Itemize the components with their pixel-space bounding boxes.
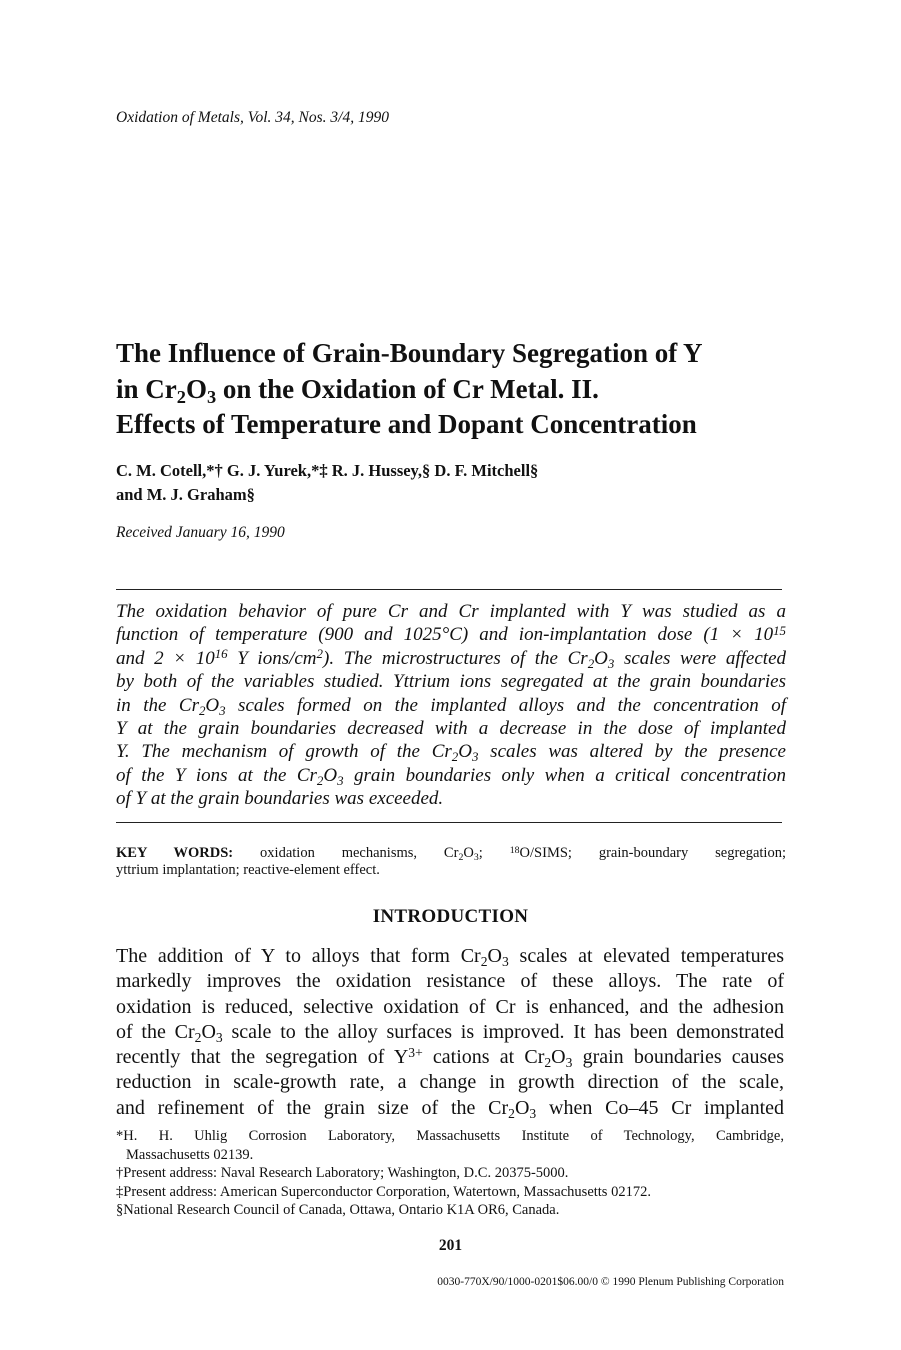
keywords-line-2: yttrium implantation; reactive-element effect.	[116, 862, 380, 878]
footnote-4: §National Research Council of Canada, Ottawa, Ontario K1A OR6, Canada.	[116, 1202, 560, 1219]
abstract-line	[116, 764, 786, 787]
authors-line-2: and M. J. Graham§	[116, 485, 255, 504]
abstract-text: O	[323, 764, 338, 786]
body-text: The addition of Y to alloys that form Cr	[116, 945, 481, 967]
article-title	[116, 336, 796, 443]
subscript: 2	[198, 702, 206, 718]
subscript: 3	[529, 1105, 537, 1121]
title-line-3: Effects of Temperature and Dopant Concentration	[116, 409, 697, 439]
superscript: 2	[316, 646, 323, 661]
received-date: Received January 16, 1990	[116, 524, 285, 541]
footnote-1-line-2: Massachusetts 02139.	[126, 1146, 254, 1163]
keywords	[116, 845, 786, 879]
abstract-top-rule	[116, 589, 782, 590]
abstract-line: Y at the grain boundaries decreased with a decrease in the dose of implanted	[116, 718, 786, 740]
subscript: 3	[565, 1055, 573, 1071]
subscript: 2	[458, 851, 464, 863]
abstract-text: Y. The mechanism of growth of the Cr	[116, 741, 452, 763]
abstract-text: O	[458, 741, 472, 763]
subscript: 2	[587, 655, 595, 671]
section-heading: INTRODUCTION	[372, 906, 529, 927]
keywords-text: O	[463, 845, 474, 861]
footnote-3: ‡Present address: American Superconductor Corporation, Watertown, Massachusetts 02172.	[116, 1183, 651, 1200]
body-line: oxidation is reduced, selective oxidation of Cr is enhanced, and the adhesion	[116, 995, 784, 1018]
journal-citation: Oxidation of Metals, Vol. 34, Nos. 3/4, 1990	[116, 109, 389, 126]
body-text: O	[487, 945, 502, 967]
abstract-line	[116, 623, 786, 646]
body-text: scales at elevated temperatures	[508, 945, 784, 967]
subscript: 2	[544, 1055, 552, 1071]
keywords-text: O/SIMS; grain-boundary segregation;	[519, 845, 786, 861]
authors-line-1: C. M. Cotell,*† G. J. Yurek,*‡ R. J. Hussey,§ D. F. Mitchell§	[116, 461, 539, 480]
abstract-text: grain boundaries only when a critical concentration	[343, 764, 786, 786]
subscript: 2	[451, 749, 459, 765]
abstract-text: function of temperature (900 and 1025°C) and ion-implantation dose (1 × 10	[116, 624, 774, 646]
subscript: 2	[316, 772, 324, 788]
abstract-line: The oxidation behavior of pure Cr and Cr implanted with Y was studied as a	[116, 601, 786, 622]
body-text: O	[551, 1046, 566, 1069]
abstract-text: scales was altered by the presence	[478, 741, 786, 763]
abstract-text: and 2 × 10	[116, 647, 215, 669]
abstract-text: scales formed on the implanted alloys and the concentration of	[225, 694, 786, 716]
title-text: in Cr	[116, 373, 177, 404]
subscript: 3	[215, 1029, 223, 1045]
abstract-bottom-rule	[116, 822, 782, 823]
subscript: 2	[176, 387, 186, 407]
abstract-text: ). The microstructures of the Cr	[323, 647, 588, 669]
abstract-text: in the Cr	[116, 694, 199, 716]
subscript: 2	[194, 1029, 202, 1045]
body-text: O	[201, 1020, 216, 1043]
subscript: 2	[480, 954, 488, 970]
superscript: 15	[773, 622, 786, 638]
footnotes	[116, 1127, 784, 1220]
title-text: on the Oxidation of Cr Metal. II.	[216, 373, 599, 404]
superscript: 16	[214, 646, 228, 661]
subscript: 3	[206, 387, 217, 407]
abstract-line	[116, 740, 786, 763]
introduction-paragraph	[116, 944, 784, 1121]
body-text: grain boundaries causes	[572, 1046, 784, 1069]
keywords-text: ;	[478, 845, 510, 861]
subscript: 3	[473, 851, 479, 863]
abstract-text: O	[205, 694, 220, 716]
body-line	[116, 1096, 784, 1121]
body-text: of the Cr	[116, 1020, 195, 1043]
body-text: recently that the segregation of Y	[116, 1046, 409, 1069]
page-number: 201	[438, 1237, 463, 1254]
subscript: 3	[219, 702, 226, 718]
keywords-label: KEY WORDS:	[116, 845, 234, 861]
body-text: scale to the alloy surfaces is improved. It has been demonstrated	[222, 1020, 784, 1043]
author-list	[116, 459, 796, 507]
body-line	[116, 1045, 784, 1070]
title-text: O	[185, 373, 207, 404]
body-line	[116, 944, 784, 969]
abstract-line: by both of the variables studied. Yttrium ions segregated at the grain boundaries	[116, 671, 786, 693]
subscript: 3	[471, 749, 479, 765]
subscript: 3	[501, 954, 509, 970]
abstract-text: Y ions/cm	[227, 647, 317, 669]
keywords-line-1	[116, 845, 786, 862]
abstract-text: O	[594, 647, 608, 669]
body-text: O	[514, 1096, 530, 1119]
abstract-line	[116, 647, 786, 670]
body-line: reduction in scale-growth rate, a change in growth direction of the scale,	[116, 1071, 784, 1094]
subscript: 3	[337, 772, 344, 788]
abstract	[116, 600, 786, 811]
abstract-text: scales were affected	[614, 647, 786, 669]
subscript: 3	[607, 655, 615, 671]
title-line-2	[116, 372, 796, 408]
keywords-text: oxidation mechanisms, Cr	[233, 845, 459, 861]
body-line: markedly improves the oxidation resistance of these alloys. The rate of	[116, 970, 784, 993]
superscript: 3+	[408, 1045, 423, 1061]
body-text: and refinement of the grain size of the Cr	[116, 1096, 509, 1119]
body-line	[116, 1020, 784, 1045]
copyright-line: 0030-770X/90/1000-0201$06.00/0 © 1990 Plenum Publishing Corporation	[437, 1276, 784, 1288]
footnote-1-line-1: *H. H. Uhlig Corrosion Laboratory, Massachusetts Institute of Technology, Cambridge,	[116, 1128, 784, 1144]
body-text: cations at Cr	[422, 1046, 545, 1069]
footnote-2: †Present address: Naval Research Laboratory; Washington, D.C. 20375-5000.	[116, 1165, 569, 1182]
abstract-text: of the Y ions at the Cr	[116, 764, 317, 786]
abstract-line: of Y at the grain boundaries was exceeded.	[116, 788, 444, 810]
body-text: when Co–45 Cr implanted	[536, 1096, 785, 1119]
superscript: 18	[509, 844, 520, 856]
title-line-1: The Influence of Grain-Boundary Segregation of Y	[116, 338, 703, 368]
abstract-line	[116, 694, 786, 717]
subscript: 2	[508, 1105, 515, 1121]
